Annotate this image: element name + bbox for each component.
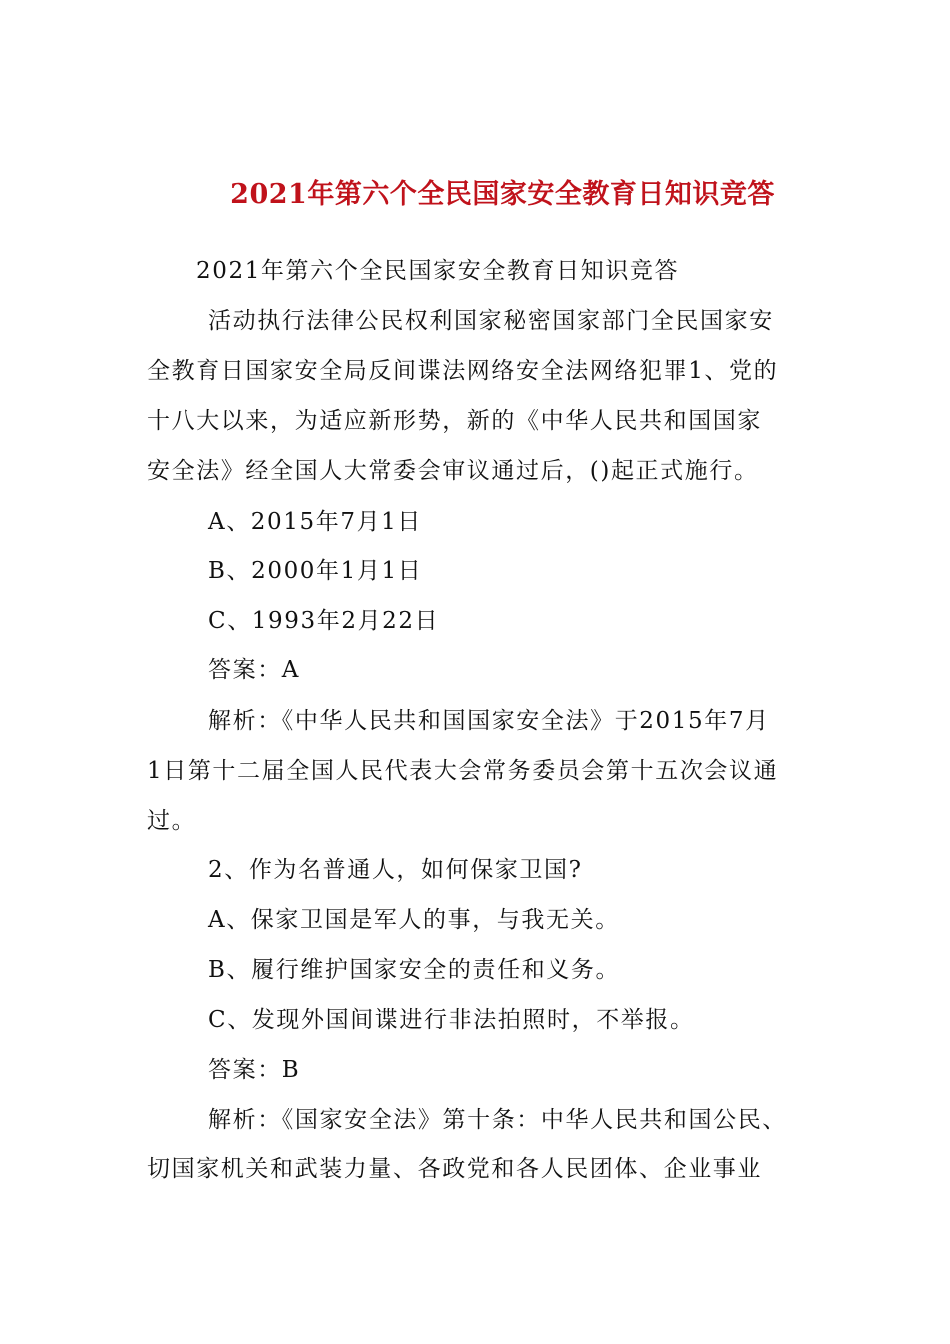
question-line: 2、作为名普通人，如何保家卫国? (208, 857, 583, 883)
option-line: B、2000年1月1日 (208, 558, 423, 584)
paragraph-line: 十八大以来，为适应新形势，新的《中华人民共和国国家 (147, 408, 762, 434)
subtitle-line: 2021年第六个全民国家安全教育日知识竞答 (196, 258, 680, 284)
answer-line: 答案：A (208, 657, 301, 683)
analysis-line: 过。 (147, 808, 197, 834)
paragraph-line: 安全法》经全国人大常委会审议通过后，()起正式施行。 (147, 458, 759, 484)
analysis-line: 1日第十二届全国人民代表大会常务委员会第十五次会议通 (147, 758, 779, 784)
answer-line: 答案：B (208, 1057, 301, 1083)
option-line: C、1993年2月22日 (208, 608, 440, 634)
option-line: C、发现外国间谍进行非法拍照时，不举报。 (208, 1007, 695, 1033)
paragraph-line: 全教育日国家安全局反间谍法网络安全法网络犯罪1、党的 (147, 358, 779, 384)
analysis-line: 切国家机关和武装力量、各政党和各人民团体、企业事业 (147, 1156, 762, 1182)
option-line: A、保家卫国是军人的事，与我无关。 (208, 907, 620, 933)
paragraph-line: 活动执行法律公民权利国家秘密国家部门全民国家安 (208, 308, 774, 334)
analysis-line: 解析：《中华人民共和国国家安全法》于2015年7月 (208, 708, 770, 734)
document-title: 2021年第六个全民国家安全教育日知识竞答 (230, 179, 775, 210)
option-line: B、履行维护国家安全的责任和义务。 (208, 957, 621, 983)
analysis-line: 解析：《国家安全法》第十条：中华人民共和国公民、 (208, 1107, 787, 1133)
option-line: A、2015年7月1日 (208, 509, 423, 535)
